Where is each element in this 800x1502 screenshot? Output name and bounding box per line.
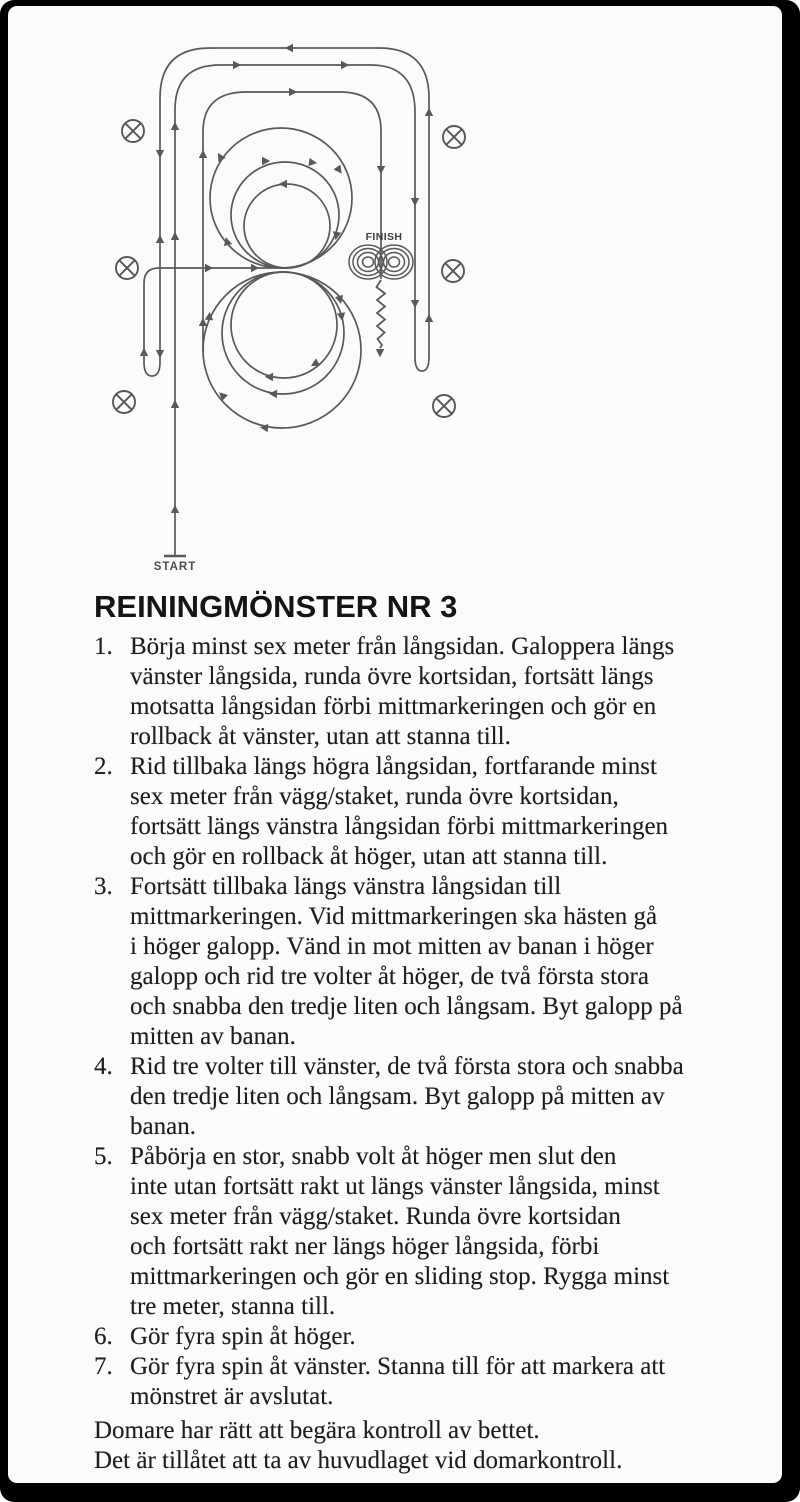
text-line: rollback åt vänster, utan att stanna till. <box>130 723 511 750</box>
judge-note-line: Det är tillåtet att ta av huvudlaget vid domarkontroll. <box>94 1447 623 1474</box>
text-line: mittmarkeringen. Vid mittmarkeringen ska hästen gå <box>130 903 658 930</box>
text-line: och fortsätt rakt ner längs höger långsida, förbi <box>130 1233 600 1260</box>
arena-marker-icon <box>433 395 455 417</box>
text-line: Gör fyra spin åt vänster. Stanna till för att markera att <box>130 1353 666 1380</box>
item-number: 7. <box>94 1353 113 1380</box>
pattern-path <box>144 48 429 556</box>
text-line: och gör en rollback åt höger, utan att stanna till. <box>130 843 608 870</box>
item-number: 2. <box>94 753 113 780</box>
upper-circles <box>210 128 352 268</box>
arena-marker-icon <box>116 257 138 279</box>
judge-note-line: Domare har rätt att begära kontroll av bettet. <box>94 1417 540 1444</box>
text-line: motsatta långsidan förbi mittmarkeringen och gör en <box>130 693 657 720</box>
text-line: mittmarkeringen och gör en sliding stop. Rygga minst <box>130 1263 670 1290</box>
text-line: Rid tre volter till vänster, de två första stora och snabba <box>130 1053 684 1080</box>
item-number: 4. <box>94 1053 113 1080</box>
list-item <box>94 1352 744 1412</box>
list-item <box>94 1142 744 1322</box>
text-line: Börja minst sex meter från långsidan. Galoppera längs <box>130 633 675 660</box>
list-item <box>94 1322 744 1352</box>
text-line: mönstret är avslutat. <box>130 1383 334 1410</box>
text-line: banan. <box>130 1113 196 1140</box>
text-line: tre meter, stanna till. <box>130 1293 336 1320</box>
document-page <box>8 6 782 1483</box>
text-line: inte utan fortsätt rakt ut längs vänster långsida, minst <box>130 1173 660 1200</box>
arena-marker-icon <box>442 260 464 282</box>
sliding-stop-zigzag <box>377 280 386 348</box>
item-number: 6. <box>94 1323 113 1350</box>
judge-notes <box>94 1416 744 1476</box>
text-line: galopp och rid tre volter åt höger, de två första stora <box>130 963 649 990</box>
text-line: den tredje liten och långsam. Byt galopp på mitten av <box>130 1083 665 1110</box>
final-rundown-path <box>203 92 381 352</box>
text-line: i höger galopp. Vänd in mot mitten av banan i höger <box>130 933 654 960</box>
finish-label: FINISH <box>365 231 403 243</box>
item-number: 1. <box>94 633 113 660</box>
text-line: Fortsätt tillbaka längs vänstra långsidan till <box>130 873 562 900</box>
text-line: Påbörja en stor, snabb volt åt höger men slut den <box>130 1143 617 1170</box>
instruction-list <box>94 632 744 1412</box>
item-number: 3. <box>94 873 113 900</box>
text-line: och snabba den tredje liten och långsam. Byt galopp på <box>130 993 683 1020</box>
text-line: vänster långsida, runda övre kortsidan, fortsätt längs <box>130 663 654 690</box>
pattern-title: REININGMÖNSTER NR 3 <box>94 589 458 624</box>
text-line: fortsätt längs vänstra långsidan förbi mittmarkeringen <box>130 813 669 840</box>
arena-marker-icon <box>443 126 465 148</box>
item-number: 5. <box>94 1143 113 1170</box>
list-item <box>94 1052 744 1142</box>
start-label: START <box>153 561 197 573</box>
text-line: Rid tillbaka längs högra långsidan, fortfarande minst <box>130 753 657 780</box>
list-item <box>94 872 744 1052</box>
arena-marker-icon <box>122 120 144 142</box>
text-line: Gör fyra spin åt höger. <box>130 1323 356 1350</box>
text-line: sex meter från vägg/staket. Runda övre kortsidan <box>130 1203 621 1230</box>
lower-circles <box>203 272 361 428</box>
list-item <box>94 752 744 872</box>
list-item <box>94 632 744 752</box>
arena-marker-icon <box>113 391 135 413</box>
text-line: sex meter från vägg/staket, runda övre kortsidan, <box>130 783 619 810</box>
reining-pattern-diagram <box>8 6 782 606</box>
text-line: mitten av banan. <box>130 1023 296 1050</box>
instruction-text-block <box>94 590 744 1476</box>
